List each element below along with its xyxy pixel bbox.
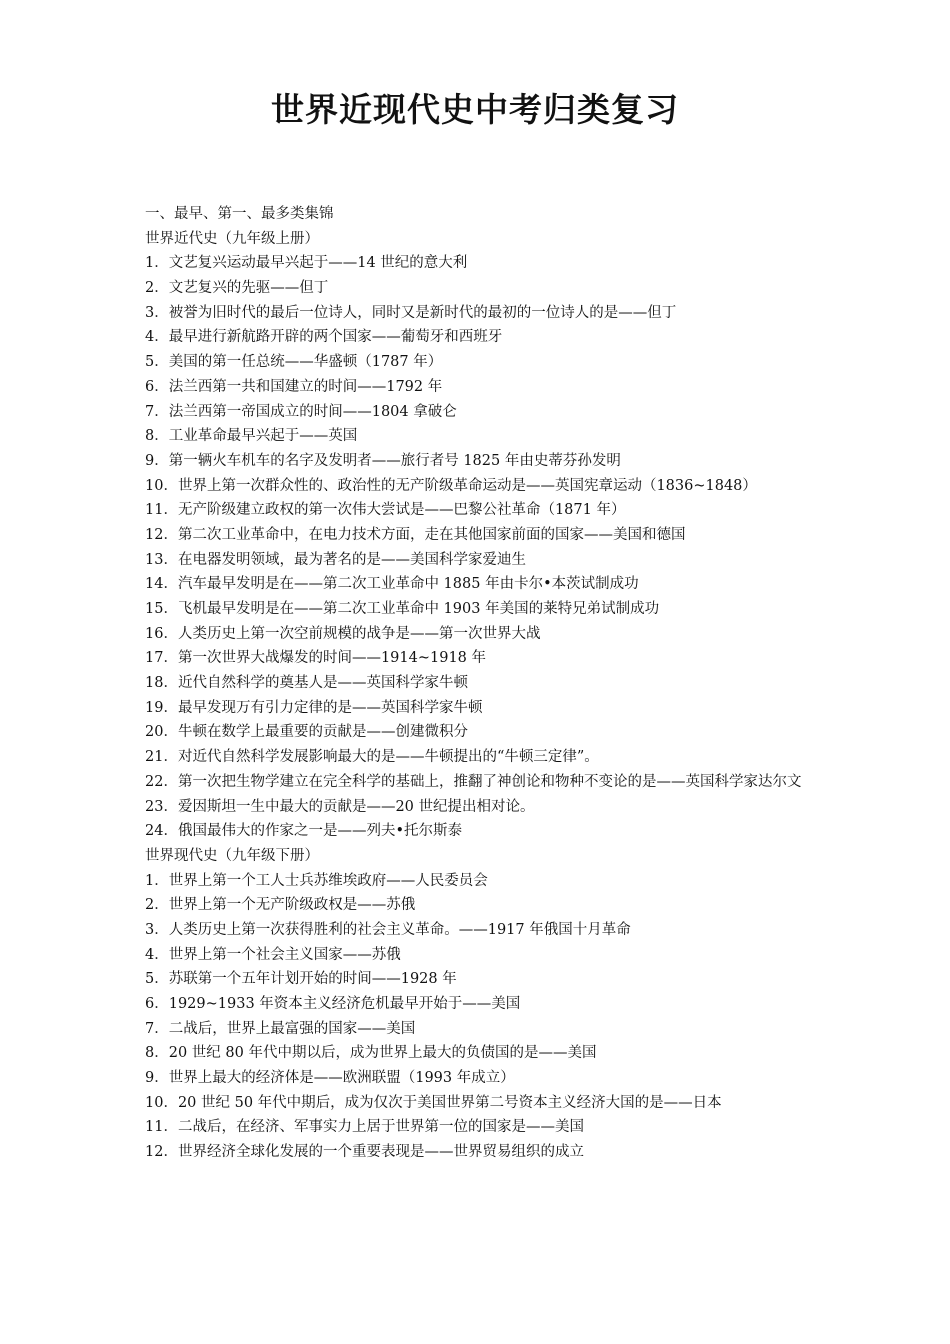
list-item: 21．对近代自然科学发展影响最大的是——牛顿提出的“牛顿三定律”。 [145,749,599,766]
list-item: 7．二战后，世界上最富强的国家——美国 [145,1020,416,1037]
list-item: 2．世界上第一个无产阶级政权是——苏俄 [145,897,416,914]
list-item: 2．文艺复兴的先驱——但丁 [145,280,329,297]
list-item: 12．第二次工业革命中，在电力技术方面，走在其他国家前面的国家——美国和德国 [145,526,686,543]
contemporary-history-heading: 世界现代史（九年级下册） [145,847,319,864]
list-item: 8．20 世纪 80 年代中期以后，成为世界上最大的负债国的是——美国 [145,1045,597,1062]
list-item: 5．苏联第一个五年计划开始的时间——1928 年 [145,971,457,988]
list-item: 13．在电器发明领域，最为著名的是——美国科学家爱迪生 [145,551,526,568]
list-item: 16．人类历史上第一次空前规模的战争是——第一次世界大战 [145,625,541,642]
document-title: 世界近现代史中考归类复习 [271,90,679,129]
list-item: 4．最早进行新航路开辟的两个国家——葡萄牙和西班牙 [145,329,503,346]
list-item: 9．世界上最大的经济体是——欧洲联盟（1993 年成立） [145,1070,515,1087]
list-item: 8．工业革命最早兴起于——英国 [145,428,358,445]
list-item: 10．世界上第一次群众性的、政治性的无产阶级革命运动是——英国宪章运动（1836~1848） [145,477,757,494]
list-item: 20．牛顿在数学上最重要的贡献是——创建微积分 [145,724,468,741]
list-item: 4．世界上第一个社会主义国家——苏俄 [145,946,401,963]
list-item: 17．第一次世界大战爆发的时间——1914~1918 年 [145,650,487,667]
list-item: 11．无产阶级建立政权的第一次伟大尝试是——巴黎公社革命（1871 年） [145,502,626,519]
list-item: 23．爱因斯坦一生中最大的贡献是——20 世纪提出相对论。 [145,798,535,815]
list-item: 6．1929~1933 年资本主义经济危机最早开始于——美国 [145,996,521,1013]
section-heading: 一、最早、第一、最多类集锦 [145,206,334,222]
list-item: 1．世界上第一个工人士兵苏维埃政府——人民委员会 [145,872,488,889]
list-item: 3．人类历史上第一次获得胜利的社会主义革命。——1917 年俄国十月革命 [145,921,631,938]
list-item: 7．法兰西第一帝国成立的时间——1804 拿破仑 [145,403,457,420]
list-item: 3．被誉为旧时代的最后一位诗人，同时又是新时代的最初的一位诗人的是——但丁 [145,304,677,321]
list-item: 15．飞机最早发明是在——第二次工业革命中 1903 年美国的莱特兄弟试制成功 [145,601,660,617]
modern-history-heading: 世界近代史（九年级上册） [145,230,319,247]
list-item: 14．汽车最早发明是在——第二次工业革命中 1885 年由卡尔•本茨试制成功 [145,576,639,593]
list-item: 6．法兰西第一共和国建立的时间——1792 年 [145,378,443,395]
list-item: 22．第一次把生物学建立在完全科学的基础上，推翻了神创论和物种不变论的是——英国科学家达尔文 [145,773,802,790]
list-item: 9．第一辆火车机车的名字及发明者——旅行者号 1825 年由史蒂芬孙发明 [145,452,621,469]
document-body [145,202,825,1165]
list-item: 19．最早发现万有引力定律的是——英国科学家牛顿 [145,699,483,716]
list-item: 1．文艺复兴运动最早兴起于——14 世纪的意大利 [145,255,468,272]
list-item: 24．俄国最伟大的作家之一是——列夫•托尔斯泰 [145,823,463,840]
list-item: 12．世界经济全球化发展的一个重要表现是——世界贸易组织的成立 [145,1144,584,1161]
list-item: 5．美国的第一任总统——华盛顿（1787 年） [145,354,443,371]
list-item: 10．20 世纪 50 年代中期后，成为仅次于美国世界第二号资本主义经济大国的是——日本 [145,1094,722,1111]
list-item: 11．二战后，在经济、军事实力上居于世界第一位的国家是——美国 [145,1119,584,1136]
list-item: 18．近代自然科学的奠基人是——英国科学家牛顿 [145,675,468,692]
